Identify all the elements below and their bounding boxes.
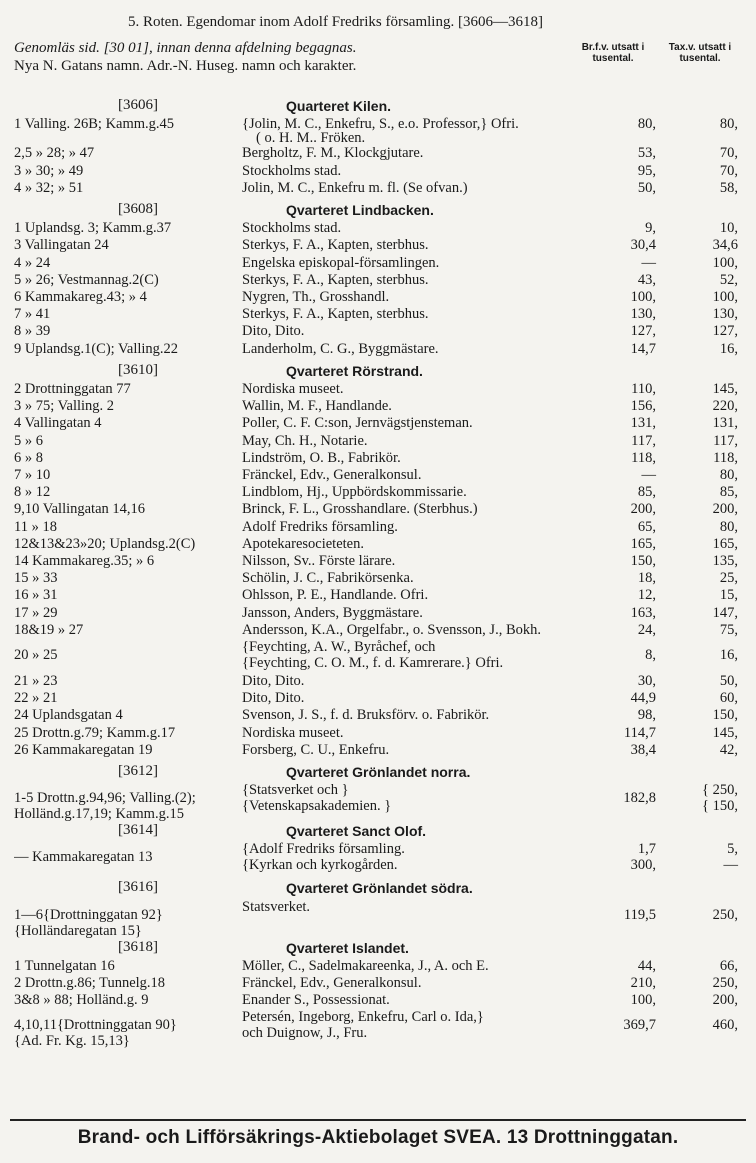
br-value: 53, xyxy=(637,145,656,162)
tax-value: 75, xyxy=(719,621,738,638)
address-cell: 16 » 31 xyxy=(14,587,58,604)
address-cell: 18&19 » 27 xyxy=(14,621,84,638)
address-cell: 4 » 24 xyxy=(14,254,51,271)
br-value: 163, xyxy=(630,604,656,621)
block-title: Qvarteret Islandet. xyxy=(286,939,409,956)
br-value: 12, xyxy=(637,587,656,604)
tax-value: 147, xyxy=(712,604,738,621)
tax-value: 200, xyxy=(712,501,738,518)
address-cell: 1-5 Drottn.g.94,96; Valling.(2); xyxy=(14,790,196,807)
owner-cell: Fränckel, Edv., Generalkonsul. xyxy=(242,975,422,991)
br-value: — xyxy=(641,254,656,271)
address-cell: 1 Valling. 26B; Kamm.g.45 xyxy=(14,116,175,133)
br-value: 30, xyxy=(637,673,656,689)
col-br-heading: Br.f.v. utsatt i tusental. xyxy=(581,42,645,64)
tax-value: 70, xyxy=(719,162,738,179)
tax-value: 117, xyxy=(713,432,738,449)
br-value: 119,5 xyxy=(623,906,656,923)
owner-cell: Landerholm, C. G., Byggmästare. xyxy=(242,340,439,357)
address-cell: 11 » 18 xyxy=(14,518,57,535)
br-value: 50, xyxy=(637,179,656,196)
br-value: 100, xyxy=(630,992,656,1009)
tax-value: 85, xyxy=(719,484,738,501)
address-cell: 2 Drottn.g.86; Tunnelg.18 xyxy=(14,975,166,991)
address-cell: 8 » 12 xyxy=(14,484,51,501)
tax-value-2: — xyxy=(723,857,738,874)
tax-value: 250, xyxy=(712,906,738,923)
block-number: [3610] xyxy=(118,361,158,378)
tax-value: 200, xyxy=(712,992,738,1009)
address-cell: 9 Uplandsg.1(C); Valling.22 xyxy=(14,340,179,357)
tax-value: 145, xyxy=(712,381,738,397)
owner-cell: Apotekaresocieteten. xyxy=(242,535,364,552)
address-cell: 24 Uplandsgatan 4 xyxy=(14,707,123,724)
col-tax-heading: Tax.v. utsatt i tusental. xyxy=(668,42,732,64)
tax-value: 52, xyxy=(719,271,738,288)
address-cell: 3 » 75; Valling. 2 xyxy=(14,398,115,415)
br-value: 210, xyxy=(630,975,656,991)
tax-value: 165, xyxy=(712,535,738,552)
tax-value: 16, xyxy=(719,647,738,663)
owner-cell: Jansson, Anders, Byggmästare. xyxy=(242,604,423,621)
address-cell: 4 Vallingatan 4 xyxy=(14,415,102,432)
block-title: Qvarteret Lindbacken. xyxy=(286,202,434,218)
tax-value: 58, xyxy=(719,179,738,196)
owner-cell: Engelska episkopal-församlingen. xyxy=(242,254,440,271)
owner-cell: Sterkys, F. A., Kapten, sterbhus. xyxy=(242,237,429,254)
address-cell: 1—6{Drottninggatan 92} xyxy=(14,906,163,923)
owner-cell-cont: {Kyrkan och kyrkogården. xyxy=(242,857,398,874)
block-title: Qvarteret Grönlandet norra. xyxy=(286,764,471,780)
br-value: 200, xyxy=(630,501,656,518)
tax-value: 66, xyxy=(719,957,738,974)
owner-cell: Statsverket. xyxy=(242,898,311,915)
br-value: 44,9 xyxy=(630,690,656,707)
address-cell: 8 » 39 xyxy=(14,323,51,340)
owner-cell: Möller, C., Sadelmakareenka, J., A. och E. xyxy=(242,957,489,974)
owner-cell: Nygren, Th., Grosshandl. xyxy=(242,289,390,305)
tax-value: 130, xyxy=(712,306,738,323)
tax-value: 10, xyxy=(719,220,738,237)
owner-cell: Nilsson, Sv.. Förste lärare. xyxy=(242,553,396,569)
block-number: [3606] xyxy=(118,97,158,113)
address-cell: 3 Vallingatan 24 xyxy=(14,237,109,254)
owner-cell-cont: ( o. H. M.. Fröken. xyxy=(256,130,366,147)
owner-cell: May, Ch. H., Notarie. xyxy=(242,432,368,449)
tax-value: 220, xyxy=(712,398,738,415)
owner-cell: Poller, C. F. C:son, Jernvägstjensteman. xyxy=(242,415,473,432)
block-number: [3614] xyxy=(118,822,158,839)
address-cell: 4,10,11{Drottninggatan 90} xyxy=(14,1017,177,1034)
advertisement: Brand- och Lifförsäkrings-Aktiebolaget SVEA. 13 Drottninggatan. xyxy=(77,1127,679,1148)
br-value: 100, xyxy=(630,289,656,305)
br-value: 156, xyxy=(630,398,656,415)
block-title: Qvarteret Grönlandet södra. xyxy=(286,880,473,897)
owner-cell: Lindström, O. B., Fabrikör. xyxy=(242,449,401,466)
owner-cell-cont: och Duignow, J., Fru. xyxy=(242,1025,368,1042)
address-cell: 14 Kammakareg.35; » 6 xyxy=(14,553,155,569)
divider xyxy=(10,1119,746,1121)
br-value: 130, xyxy=(630,306,656,323)
address-cell: 7 » 41 xyxy=(14,306,51,323)
owner-cell: {Feychting, A. W., Byråchef, och xyxy=(242,639,436,655)
br-value: 9, xyxy=(645,220,656,237)
address-cell-cont: {Holländaregatan 15} xyxy=(14,922,142,939)
tax-value: 16, xyxy=(719,340,738,357)
br-value: 14,7 xyxy=(630,340,656,357)
owner-cell: Stockholms stad. xyxy=(242,162,342,179)
owner-cell: {Adolf Fredriks församling. xyxy=(242,841,405,858)
page-heading: 5. Roten. Egendomar inom Adolf Fredriks församling. [3606—3618] xyxy=(128,14,543,30)
owner-cell-cont: {Vetenskapsakademien. } xyxy=(242,798,392,815)
address-cell: 2,5 » 28; » 47 xyxy=(14,145,95,162)
owner-cell: Ohlsson, P. E., Handlande. Ofri. xyxy=(242,587,429,604)
tax-value: 80, xyxy=(719,116,738,133)
tax-value: 100, xyxy=(712,289,738,305)
address-cell: 26 Kammakaregatan 19 xyxy=(14,741,153,758)
address-cell: 1 Tunnelgatan 16 xyxy=(14,957,115,974)
tax-value: 42, xyxy=(719,741,738,758)
tax-value: 250, xyxy=(712,975,738,991)
tax-value: 131, xyxy=(712,415,738,432)
tax-value: 145, xyxy=(712,724,738,741)
tax-value: 80, xyxy=(719,518,738,535)
address-cell-cont: Holländ.g.17,19; Kamm.g.15 xyxy=(14,806,184,823)
tax-value: 135, xyxy=(712,553,738,569)
br-value: 165, xyxy=(630,535,656,552)
br-value: 43, xyxy=(637,271,656,288)
br-value-2: 300, xyxy=(630,857,656,874)
tax-value: 5, xyxy=(727,841,738,858)
br-value: 30,4 xyxy=(630,237,656,254)
br-value: 118, xyxy=(631,449,656,466)
tax-value: 150, xyxy=(712,707,738,724)
owner-cell: Andersson, K.A., Orgelfabr., o. Svensson, J., Bokh. xyxy=(242,621,541,638)
br-value: 127, xyxy=(630,323,656,340)
owner-cell: Stockholms stad. xyxy=(242,220,342,237)
address-cell: 25 Drottn.g.79; Kamm.g.17 xyxy=(14,724,176,741)
tax-value: 127, xyxy=(712,323,738,340)
tax-value: { 250, xyxy=(702,782,738,799)
address-cell: 1 Uplandsg. 3; Kamm.g.37 xyxy=(14,220,172,237)
br-value: 150, xyxy=(630,553,656,569)
address-cell: 3 » 30; » 49 xyxy=(14,162,84,179)
owner-cell: Petersén, Ingeborg, Enkefru, Carl o. Ida,} xyxy=(242,1009,484,1026)
block-title: Qvarteret Sanct Olof. xyxy=(286,823,427,840)
address-cell: 15 » 33 xyxy=(14,570,58,587)
tax-value: 70, xyxy=(719,145,738,162)
br-value: 18, xyxy=(637,570,656,587)
owner-cell: Wallin, M. F., Handlande. xyxy=(242,398,392,415)
owner-cell: {Jolin, M. C., Enkefru, S., e.o. Professor,} Ofri. xyxy=(242,116,519,133)
address-cell: 4 » 32; » 51 xyxy=(14,179,84,196)
br-value: 38,4 xyxy=(630,741,656,758)
br-value: 114,7 xyxy=(623,724,656,741)
tax-value-2: { 150, xyxy=(702,798,738,815)
br-value: 85, xyxy=(637,484,656,501)
block-title: Quarteret Kilen. xyxy=(286,98,392,114)
owner-cell: Dito, Dito. xyxy=(242,690,305,707)
address-cell: 7 » 10 xyxy=(14,467,51,483)
owner-cell: Fränckel, Edv., Generalkonsul. xyxy=(242,467,422,483)
address-cell: 12&13&23»20; Uplandsg.2(C) xyxy=(14,535,196,552)
br-value: 369,7 xyxy=(623,1017,656,1034)
owner-cell: Sterkys, F. A., Kapten, sterbhus. xyxy=(242,306,429,323)
br-value: 1,7 xyxy=(637,841,656,858)
tax-value: 80, xyxy=(719,467,738,483)
owner-cell: Bergholtz, F. M., Klockgjutare. xyxy=(242,145,424,162)
address-cell: 3&8 » 88; Holländ.g. 9 xyxy=(14,992,149,1009)
owner-cell: Sterkys, F. A., Kapten, sterbhus. xyxy=(242,271,429,288)
block-title: Qvarteret Rörstrand. xyxy=(286,362,423,379)
address-cell: 21 » 23 xyxy=(14,673,58,689)
tax-value: 50, xyxy=(719,673,738,689)
block-number: [3612] xyxy=(118,763,158,779)
br-value: 8, xyxy=(645,647,656,663)
owner-cell: Enander S., Possessionat. xyxy=(242,992,390,1009)
owner-cell: Forsberg, C. U., Enkefru. xyxy=(242,741,390,758)
tax-value: 34,6 xyxy=(712,237,738,254)
notice-line: Genomläs sid. [30 01], innan denna afdelning begagnas. xyxy=(14,40,357,56)
address-cell: 5 » 6 xyxy=(14,432,43,449)
br-value: — xyxy=(641,467,656,483)
tax-value: 118, xyxy=(713,449,738,466)
tax-value: 100, xyxy=(712,254,738,271)
br-value: 117, xyxy=(631,432,656,449)
owner-cell: Dito, Dito. xyxy=(242,673,305,689)
br-value: 98, xyxy=(637,707,656,724)
br-value: 95, xyxy=(637,162,656,179)
owner-cell: {Statsverket och } xyxy=(242,782,349,799)
address-cell: 9,10 Vallingatan 14,16 xyxy=(14,501,146,518)
br-value: 24, xyxy=(637,621,656,638)
column-headings: Nya N. Gatans namn. Adr.-N. Huseg. namn och karakter. xyxy=(14,58,357,74)
address-cell: 2 Drottninggatan 77 xyxy=(14,381,131,397)
address-cell: 17 » 29 xyxy=(14,604,58,621)
owner-cell-cont: {Feychting, C. O. M., f. d. Kamrerare.} Ofri. xyxy=(242,655,504,671)
tax-value: 25, xyxy=(719,570,738,587)
address-cell: 22 » 21 xyxy=(14,690,58,707)
address-cell: — Kammakaregatan 13 xyxy=(14,849,153,866)
br-value: 110, xyxy=(631,381,656,397)
owner-cell: Svenson, J. S., f. d. Bruksförv. o. Fabrikör. xyxy=(242,707,490,724)
owner-cell: Jolin, M. C., Enkefru m. fl. (Se ofvan.) xyxy=(242,179,468,196)
tax-value: 15, xyxy=(719,587,738,604)
br-value: 44, xyxy=(637,957,656,974)
address-cell: 5 » 26; Vestmannag.2(C) xyxy=(14,271,159,288)
owner-cell: Nordiska museet. xyxy=(242,381,344,397)
br-value: 65, xyxy=(637,518,656,535)
owner-cell: Schölin, J. C., Fabrikörsenka. xyxy=(242,570,414,587)
br-value: 80, xyxy=(637,116,656,133)
owner-cell: Lindblom, Hj., Uppbördskommissarie. xyxy=(242,484,467,501)
tax-value: 460, xyxy=(712,1017,738,1034)
address-cell-cont: {Ad. Fr. Kg. 15,13} xyxy=(14,1033,130,1050)
address-cell: 6 » 8 xyxy=(14,449,43,466)
br-value: 182,8 xyxy=(623,790,656,807)
block-number: [3608] xyxy=(118,201,158,217)
address-cell: 6 Kammakareg.43; » 4 xyxy=(14,289,147,305)
owner-cell: Adolf Fredriks församling. xyxy=(242,518,398,535)
owner-cell: Nordiska museet. xyxy=(242,724,344,741)
owner-cell: Brinck, F. L., Grosshandlare. (Sterbhus.) xyxy=(242,501,478,518)
owner-cell: Dito, Dito. xyxy=(242,323,305,340)
block-number: [3618] xyxy=(118,938,158,955)
br-value: 131, xyxy=(630,415,656,432)
address-cell: 20 » 25 xyxy=(14,647,58,663)
block-number: [3616] xyxy=(118,879,158,896)
tax-value: 60, xyxy=(719,690,738,707)
